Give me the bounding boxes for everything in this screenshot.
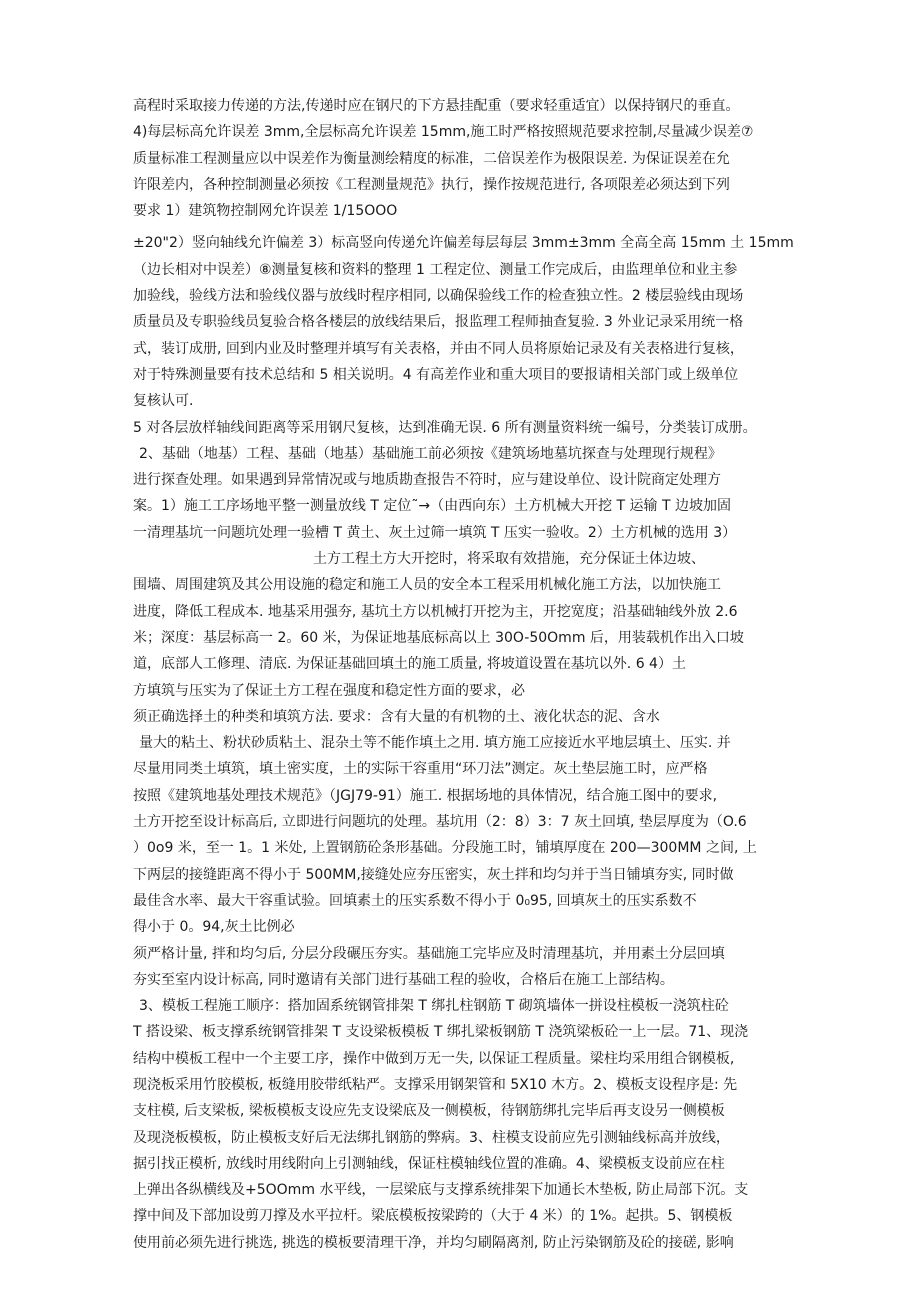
text-line: 得小于 0。94,灰土比例必 [133, 919, 295, 936]
text-line: 道，底部人工修理、清底. 为保证基础回填土的施工质量, 将坡道设置在基坑以外. 6 4）土 [133, 656, 686, 673]
text-line: 复核认可. [133, 393, 194, 410]
text-line: 土方工程土方大开挖时，将采取有效措施，充分保证土体边坡、 [313, 551, 705, 568]
text-line: 许限差内，各种控制测量必须按《工程测量规范》执行，操作按规范进行, 各项限差必须达到下列 [133, 176, 730, 193]
text-line: ±20"2）竖向轴线允许偏差 3）标高竖向传递允许偏差每层每层 3mm±3mm 全高全高 15mm 土 15mm [133, 235, 794, 252]
text-line: 质量标准工程测量应以中误差作为衡量测绘精度的标准，二倍误差作为极限误差. 为保证误差在允 [133, 150, 730, 167]
text-line: 米；深度：基层标高一 2。60 米，为保证地基底标高以上 30O-50Omm 后，用装载机作出入口坡 [133, 629, 744, 646]
section-heading-foundation: 2、基础（地基）工程、基础（地基）基础施工前必须按《建筑场地墓坑探查与处理现行规程》 [139, 445, 722, 462]
text-line: 按照《建筑地基处理技术规范》（JGJ79-91）施工. 根据场地的具体情况，结合施工图中的要求, [133, 787, 718, 804]
text-line: 要求 1）建筑物控制网允许误差 1/15OOO [133, 203, 398, 220]
text-line: （边长相对中误差）⑧测量复核和资料的整理 1 工程定位、测量工作完成后，由监理单位和业主参 [133, 261, 738, 278]
document-page [133, 93, 809, 1256]
text-line: 对于特殊测量要有技术总结和 5 相关说明。4 有高差作业和重大项目的要报请相关部门或上级单位 [133, 366, 739, 383]
text-line: 进度，降低工程成本. 地基采用强夯, 基坑土方以机械打开挖为主，开挖宽度；沿基础轴线外放 2.6 [133, 603, 738, 620]
text-line: 一清理基坑一问题坑处理一验槽 T 黄土、灰土过筛一填筑 T 压实一验收。2）土方机械的选用 3） [133, 524, 737, 541]
text-line: 土方开挖至设计标高后, 立即进行问题坑的处理。基坑用（2：8）3：7 灰土回填, 垫层厚度为（O.6 [133, 814, 747, 831]
section-heading-formwork: 3、模板工程施工顺序：搭加固系统钢管排架 T 绑扎柱钢筋 T 砌筑墙体一拼设柱模板一浇筑柱砼 [139, 998, 729, 1015]
text-line: 须正确选择土的种类和填筑方法. 要求：含有大量的有机物的土、液化状态的泥、含水 [133, 708, 660, 725]
text-line: 加验线，验线方法和验线仪器与放线时程序相同, 以确保验线工作的检查独立性。2 楼层验线由现场 [133, 288, 744, 305]
text-line: 结构中模板工程中一个主要工序，操作中做到万无一失, 以保证工程质量。梁柱均采用组合钢模板, [133, 1050, 735, 1067]
text-line: 现浇板采用竹胶模板, 板缝用胶带纸粘严。支撑采用钢架管和 5X10 木方。2、模板支设程序是: 先 [133, 1076, 738, 1093]
text-line: 据引找正模析, 放线时用线附向上引测轴线，保证柱模轴线位置的准确。4、梁模板支设前应在柱 [133, 1155, 725, 1172]
text-line: 下两层的接缝距离不得小于 500MM,接缝处应夯压密实，灰土拌和均匀并于当日铺填夯实, 同时做 [133, 866, 734, 883]
text-line: 须严格计量, 拌和均匀后, 分层分段碾压夯实。基础施工完毕应及时清理基坑，并用素土分层回填 [133, 945, 725, 962]
text-line: 夯实至室内设计标高, 同时邀请有关部门进行基础工程的验收，合格后在施工上部结构。 [133, 971, 674, 988]
text-line: 进行探查处理。如果遇到异常情况或与地质勘查报告不符时，应与建设单位、设计院商定处理方 [133, 472, 721, 489]
text-line: 围墙、周围建筑及其公用设施的稳定和施工人员的安全本工程采用机械化施工方法，以加快施工 [133, 577, 721, 594]
text-line: 撑中间及下部加设剪刀撑及水平拉杆。梁底模板按梁跨的（大于 4 米）的 1%。起拱。5、钢模板 [133, 1208, 733, 1225]
text-line: 案。1）施工工序场地平整一测量放线 T 定位˜→（由西向东）土方机械大开挖 T 运输 T 边坡加固 [133, 498, 731, 515]
text-line: 方填筑与压实为了保证土方工程在强度和稳定性方面的要求，必 [133, 682, 525, 699]
text-line: 及现浇板模板，防止模板支好后无法绑扎钢筋的弊病。3、柱模支设前应先引测轴线标高并放线， [133, 1129, 730, 1146]
text-line: 式，装订成册, 回到内业及时整理并填写有关表格，并由不同人员将原始记录及有关表格进行复核， [133, 340, 744, 357]
text-line: 最佳含水率、最大干容重试验。回填素土的压实系数不得小于 0₀95, 回填灰土的压实系数不 [133, 892, 697, 909]
text-line: T 搭设梁、板支撑系统钢管排架 T 支设梁板模板 T 绑扎梁板钢筋 T 浇筑梁板砼一上一层。71、现浇 [133, 1024, 749, 1041]
text-line: 5 对各层放样轴线间距离等采用钢尺复核，达到准确无误. 6 所有测量资料统一编号，分类装订成册。 [133, 419, 757, 436]
text-line: 量大的粘土、粉状砂质粘土、混杂土等不能作填土之用. 填方施工应接近水平地层填土、压实. 并 [139, 735, 731, 752]
text-line: 4)每层标高允许误差 3mm,全层标高允许误差 15mm,施工时严格按照规范要求控制,尽量减少误差⑦ [133, 124, 754, 141]
text-line: 使用前必须先进行挑选, 挑选的模板要清理干净，并均匀刷隔离剂, 防止污染钢筋及砼的接磋, 影响 [133, 1234, 734, 1251]
text-line: 支柱模, 后支梁板, 梁板模板支设应先支设梁底及一侧模板，待钢筋绑扎完毕后再支设另一侧模板 [133, 1103, 725, 1120]
text-line: 高程时采取接力传递的方法,传递时应在钢尺的下方悬挂配重（要求轻重适宜）以保持钢尺的垂直。 [133, 98, 740, 114]
text-line: 上弹出各纵横线及+5OOmm 水平线，一层梁底与支撑系统排架下加通长木垫板, 防止局部下沉。支 [133, 1182, 749, 1199]
text-line: ）0o9 米，至一 1。1 米处, 上置钢筋砼条形基础。分段施工时，铺填厚度在 200—300MM 之间, 上 [133, 840, 757, 857]
text-line: 质量员及专职验线员复验合格各楼层的放线结果后，报监理工程师抽查复验. 3 外业记录采用统一格 [133, 314, 744, 331]
text-line: 尽量用同类土填筑，填土密实度，土的实际干容重用“环刀法”测定。灰土垫层施工时，应严格 [133, 761, 708, 778]
